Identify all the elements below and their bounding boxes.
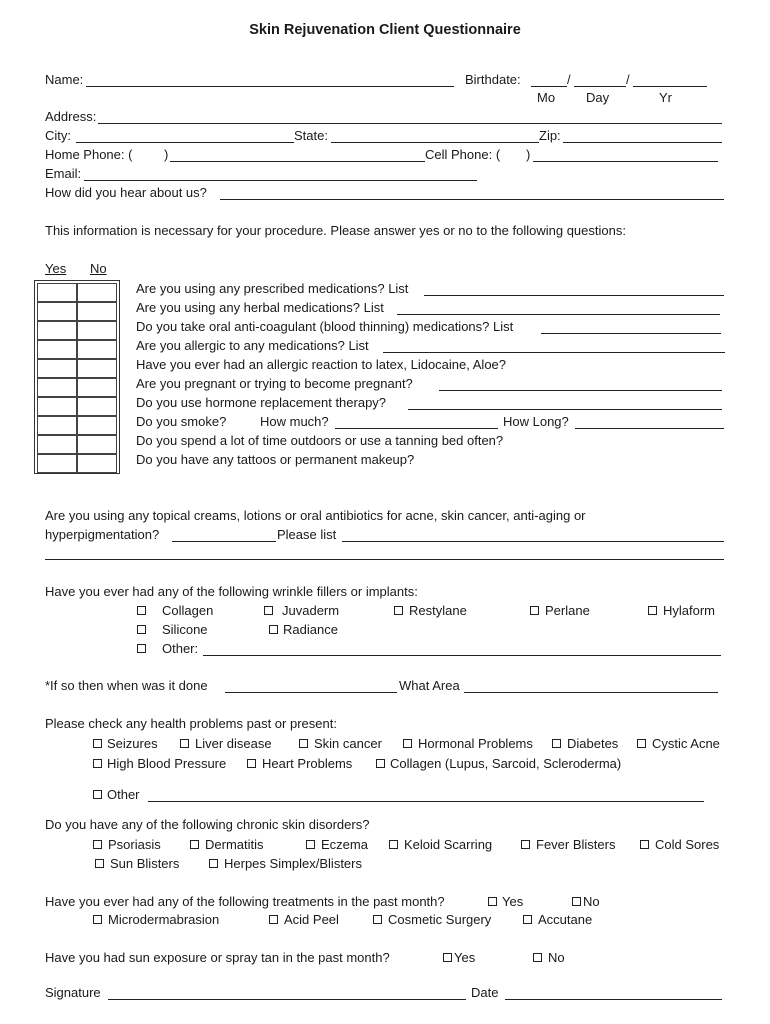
when-label: *If so then when was it done	[45, 678, 208, 693]
birth-month-field[interactable]	[531, 86, 567, 87]
day-caption: Day	[586, 90, 610, 105]
cell-phone-field[interactable]	[533, 161, 718, 162]
question-pregnant: Are you pregnant or trying to become pregnant?	[136, 376, 413, 391]
silicone-label: Silicone	[162, 622, 208, 637]
pregnant-field[interactable]	[439, 390, 722, 391]
heart-problems-label: Heart Problems	[262, 756, 353, 771]
prescribed-meds-field[interactable]	[424, 295, 724, 296]
seizures-checkbox[interactable]	[93, 739, 102, 748]
no-checkbox-q4[interactable]	[77, 340, 117, 359]
smoke-how-long-field[interactable]	[575, 428, 724, 429]
topical-question: Are you using any topical creams, lotions or oral antibiotics for acne, skin cancer, anti-aging or	[45, 508, 586, 523]
filler-other-checkbox[interactable]	[137, 644, 146, 653]
zip-label: Zip:	[539, 128, 561, 143]
sun-no-label: No	[548, 950, 565, 965]
question-latex-reaction: Have you ever had an allergic reaction to latex, Lidocaine, Aloe?	[136, 357, 507, 372]
liver-disease-label: Liver disease	[195, 736, 272, 751]
smoke-how-long-label: How Long?	[503, 414, 569, 429]
eczema-checkbox[interactable]	[306, 840, 315, 849]
no-checkbox-q8[interactable]	[77, 416, 117, 435]
signature-label: Signature	[45, 985, 101, 1000]
restylane-label: Restylane	[409, 603, 467, 618]
health-question: Please check any health problems past or present:	[45, 716, 337, 731]
yes-no-grid	[34, 280, 120, 474]
name-label: Name:	[45, 72, 84, 87]
topical-list-field[interactable]	[342, 541, 724, 542]
juvaderm-checkbox[interactable]	[264, 606, 273, 615]
filler-other-label: Other:	[162, 641, 199, 656]
sun-no-checkbox[interactable]	[533, 953, 542, 962]
no-checkbox-q1[interactable]	[77, 283, 117, 302]
microdermabrasion-checkbox[interactable]	[93, 915, 102, 924]
smoke-how-much-label: How much?	[260, 414, 329, 429]
cell-phone-label: Cell Phone: (	[425, 147, 501, 162]
yes-checkbox-q3[interactable]	[37, 321, 77, 340]
anticoagulant-field[interactable]	[541, 333, 721, 334]
name-field[interactable]	[86, 86, 454, 87]
home-phone-label: Home Phone: (	[45, 147, 133, 162]
signature-field[interactable]	[108, 999, 466, 1000]
skin-cancer-checkbox[interactable]	[299, 739, 308, 748]
sun-exposure-question: Have you had sun exposure or spray tan in the past month?	[45, 950, 390, 965]
treatments-no-label: No	[583, 894, 600, 909]
question-allergic-meds: Are you allergic to any medications? List	[136, 338, 369, 353]
slash: /	[567, 72, 571, 87]
question-outdoors-tanning: Do you spend a lot of time outdoors or use a tanning bed often?	[136, 433, 504, 448]
yes-checkbox-q4[interactable]	[37, 340, 77, 359]
cosmetic-surgery-label: Cosmetic Surgery	[388, 912, 492, 927]
acid-peel-checkbox[interactable]	[269, 915, 278, 924]
fever-blisters-label: Fever Blisters	[536, 837, 616, 852]
page-title: Skin Rejuvenation Client Questionnaire	[249, 22, 521, 38]
birth-day-field[interactable]	[574, 86, 626, 87]
question-tattoos: Do you have any tattoos or permanent makeup?	[136, 452, 415, 467]
sun-yes-label: Yes	[454, 950, 476, 965]
skin-cancer-label: Skin cancer	[314, 736, 382, 751]
herpes-simplex-checkbox[interactable]	[209, 859, 218, 868]
yes-checkbox-q1[interactable]	[37, 283, 77, 302]
no-checkbox-q3[interactable]	[77, 321, 117, 340]
cystic-acne-checkbox[interactable]	[637, 739, 646, 748]
collagen-disease-checkbox[interactable]	[376, 759, 385, 768]
psoriasis-label: Psoriasis	[108, 837, 161, 852]
no-header: No	[90, 261, 107, 276]
radiance-label: Radiance	[283, 622, 338, 637]
sun-yes-checkbox[interactable]	[443, 953, 452, 962]
filler-other-field[interactable]	[203, 655, 721, 656]
email-field[interactable]	[84, 180, 477, 181]
allergic-meds-field[interactable]	[383, 352, 725, 353]
acid-peel-label: Acid Peel	[284, 912, 339, 927]
intro-text: This information is necessary for your procedure. Please answer yes or no to the following questions:	[45, 223, 626, 238]
smoke-how-much-field[interactable]	[335, 428, 498, 429]
restylane-checkbox[interactable]	[394, 606, 403, 615]
fever-blisters-checkbox[interactable]	[521, 840, 530, 849]
perlane-label: Perlane	[545, 603, 590, 618]
question-smoke: Do you smoke?	[136, 414, 227, 429]
juvaderm-label: Juvaderm	[282, 603, 340, 618]
slash: /	[626, 72, 630, 87]
city-field[interactable]	[76, 142, 294, 143]
yr-caption: Yr	[659, 90, 672, 105]
area-field[interactable]	[464, 692, 718, 693]
home-phone-paren: )	[164, 147, 169, 162]
yes-checkbox-q2[interactable]	[37, 302, 77, 321]
question-prescribed-meds: Are you using any prescribed medications? List	[136, 281, 409, 296]
yes-checkbox-q6[interactable]	[37, 378, 77, 397]
no-checkbox-q9[interactable]	[77, 435, 117, 454]
hylaform-checkbox[interactable]	[648, 606, 657, 615]
sun-blisters-checkbox[interactable]	[95, 859, 104, 868]
birthdate-label: Birthdate:	[465, 72, 521, 87]
high-blood-pressure-label: High Blood Pressure	[107, 756, 227, 771]
herpes-simplex-label: Herpes Simplex/Blisters	[224, 856, 362, 871]
mo-caption: Mo	[537, 90, 556, 105]
date-label: Date	[471, 985, 499, 1000]
collagen-disease-label: Collagen (Lupus, Sarcoid, Scleroderma)	[390, 756, 622, 771]
collagen-label: Collagen	[162, 603, 214, 618]
yes-checkbox-q7[interactable]	[37, 397, 77, 416]
liver-disease-checkbox[interactable]	[180, 739, 189, 748]
hylaform-label: Hylaform	[663, 603, 716, 618]
question-anticoagulant: Do you take oral anti-coagulant (blood thinning) medications? List	[136, 319, 514, 334]
address-field[interactable]	[98, 123, 722, 124]
microdermabrasion-label: Microdermabrasion	[108, 912, 220, 927]
no-checkbox-q2[interactable]	[77, 302, 117, 321]
accutane-checkbox[interactable]	[523, 915, 532, 924]
birth-year-field[interactable]	[633, 86, 707, 87]
perlane-checkbox[interactable]	[530, 606, 539, 615]
topical-list-label: Please list	[277, 527, 337, 542]
question-herbal-meds: Are you using any herbal medications? List	[136, 300, 384, 315]
diabetes-checkbox[interactable]	[552, 739, 561, 748]
accutane-label: Accutane	[538, 912, 593, 927]
cold-sores-label: Cold Sores	[655, 837, 720, 852]
yes-checkbox-q8[interactable]	[37, 416, 77, 435]
yes-checkbox-q10[interactable]	[37, 454, 77, 473]
no-checkbox-q10[interactable]	[77, 454, 117, 473]
dermatitis-label: Dermatitis	[205, 837, 264, 852]
health-other-checkbox[interactable]	[93, 790, 102, 799]
chronic-question: Do you have any of the following chronic skin disorders?	[45, 817, 370, 832]
email-label: Email:	[45, 166, 82, 181]
hormonal-problems-checkbox[interactable]	[403, 739, 412, 748]
area-label: What Area	[399, 678, 460, 693]
keloid-scarring-checkbox[interactable]	[389, 840, 398, 849]
silicone-checkbox[interactable]	[137, 625, 146, 634]
sun-blisters-label: Sun Blisters	[110, 856, 180, 871]
no-checkbox-q5[interactable]	[77, 359, 117, 378]
zip-field[interactable]	[563, 142, 722, 143]
state-field[interactable]	[331, 142, 539, 143]
treatments-yes-checkbox[interactable]	[488, 897, 497, 906]
treatments-yes-label: Yes	[502, 894, 524, 909]
topical-question-cont: hyperpigmentation?	[45, 527, 160, 542]
heart-problems-checkbox[interactable]	[247, 759, 256, 768]
collagen-checkbox[interactable]	[137, 606, 146, 615]
radiance-checkbox[interactable]	[269, 625, 278, 634]
city-label: City:	[45, 128, 71, 143]
address-label: Address:	[45, 109, 97, 124]
when-field[interactable]	[225, 692, 397, 693]
hormone-therapy-field[interactable]	[408, 409, 722, 410]
cosmetic-surgery-checkbox[interactable]	[373, 915, 382, 924]
high-blood-pressure-checkbox[interactable]	[93, 759, 102, 768]
health-other-label: Other	[107, 787, 140, 802]
home-phone-field[interactable]	[170, 161, 425, 162]
question-hormone-therapy: Do you use hormone replacement therapy?	[136, 395, 387, 410]
treatments-no-checkbox[interactable]	[572, 897, 581, 906]
herbal-meds-field[interactable]	[397, 314, 720, 315]
seizures-label: Seizures	[107, 736, 158, 751]
fillers-question: Have you ever had any of the following wrinkle fillers or implants:	[45, 584, 418, 599]
topical-yes-no-field[interactable]	[172, 541, 276, 542]
cell-phone-paren: )	[526, 147, 531, 162]
cystic-acne-label: Cystic Acne	[652, 736, 720, 751]
no-checkbox-q6[interactable]	[77, 378, 117, 397]
dermatitis-checkbox[interactable]	[190, 840, 199, 849]
eczema-label: Eczema	[321, 837, 368, 852]
psoriasis-checkbox[interactable]	[93, 840, 102, 849]
treatments-question: Have you ever had any of the following treatments in the past month?	[45, 894, 445, 909]
date-field[interactable]	[505, 999, 722, 1000]
state-label: State:	[294, 128, 328, 143]
yes-header: Yes	[45, 261, 67, 276]
keloid-scarring-label: Keloid Scarring	[404, 837, 493, 852]
topical-list-field-2[interactable]	[45, 559, 724, 560]
hormonal-problems-label: Hormonal Problems	[418, 736, 533, 751]
cold-sores-checkbox[interactable]	[640, 840, 649, 849]
yes-checkbox-q9[interactable]	[37, 435, 77, 454]
diabetes-label: Diabetes	[567, 736, 619, 751]
yes-checkbox-q5[interactable]	[37, 359, 77, 378]
no-checkbox-q7[interactable]	[77, 397, 117, 416]
health-other-field[interactable]	[148, 801, 704, 802]
referral-field[interactable]	[220, 199, 724, 200]
referral-label: How did you hear about us?	[45, 185, 207, 200]
